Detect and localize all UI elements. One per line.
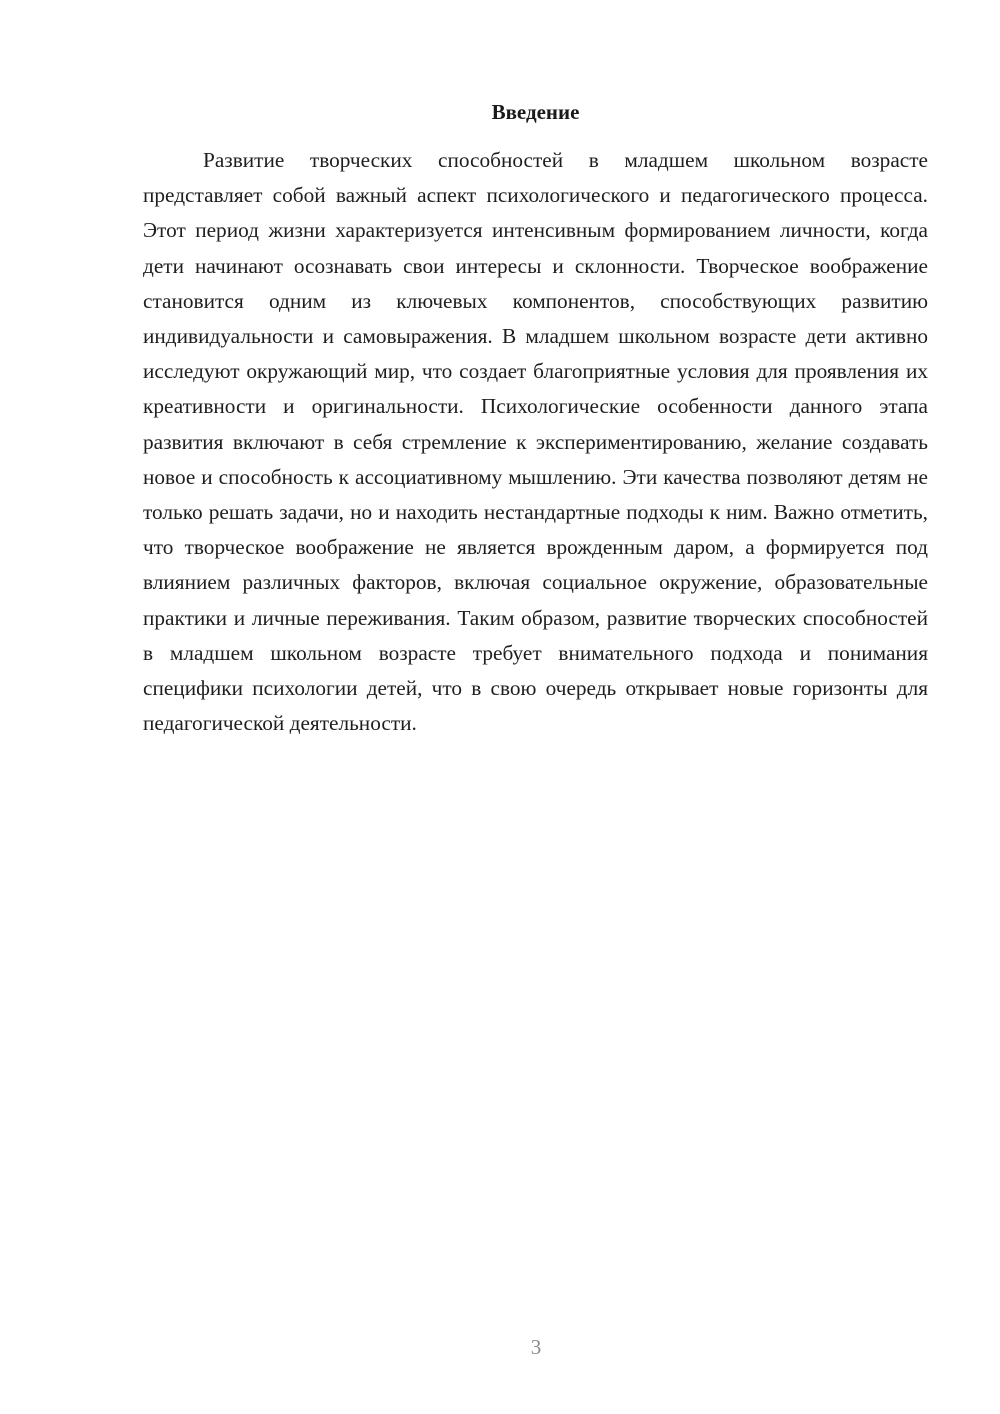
body-paragraph: Развитие творческих способностей в младшем школьном возрасте представляет собой важный аспект психологического и педагогического процесса. Этот период жизни характеризуется интенсивным формированием личности, когда дети начинают осознавать свои интересы и склонности. Творческое воображение становится одним из ключевых компонентов, способствующих развитию индивидуальности и самовыражения. В младшем школьном возрасте дети активно исследуют окружающий мир, что создает благоприятные условия для проявления их креативности и оригинальности. Психологические особенности данного этапа развития включают в себя стремление к экспериментированию, желание создавать новое и способность к ассоциативному мышлению. Эти качества позволяют детям не только решать задачи, но и находить нестандартные подходы к ним. Важно отметить, что творческое воображение не является врожденным даром, а формируется под влиянием различных факторов, включая социальное окружение, образовательные практики и личные переживания. Таким образом, развитие творческих способностей в младшем школьном возрасте требует внимательного подхода и понимания специфики психологии детей, что в свою очередь открывает новые горизонты для педагогической деятельности. xyxy=(143,148,928,736)
section-heading: Введение xyxy=(491,100,580,124)
page-number: 3 xyxy=(530,1335,542,1359)
